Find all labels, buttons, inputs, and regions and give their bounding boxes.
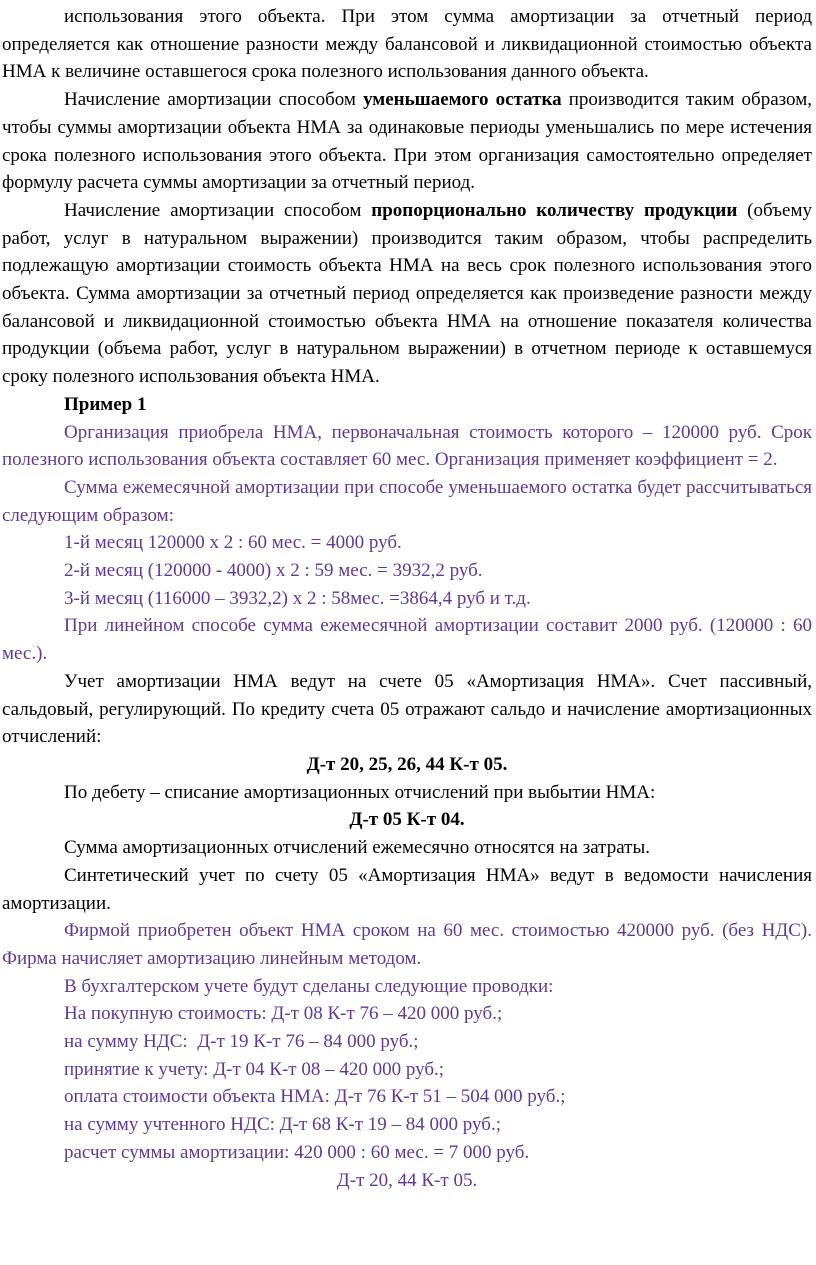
paragraph-firm-example: Фирмой приобретен объект НМА сроком на 60 мес. стоимостью 420000 руб. (без НДС). Фирма начисляет амортизацию линейным методом. xyxy=(2,920,812,969)
linear-method-note: При линейном способе сумма ежемесячной амортизации составит 2000 руб. (120000 : 60 мес.). xyxy=(2,615,812,665)
example-intro: Организация приобрела НМА, первоначальная стоимость которого – 120000 руб. Срок полезного использования объекта составляет 60 мес. Организация применяет коэффициент = 2. xyxy=(2,421,812,471)
paragraph-declining-balance-pre: Начисление амортизации способом xyxy=(64,89,364,111)
postings-intro: В бухгалтерском учете будут сделаны следующие проводки: xyxy=(64,975,554,997)
posting-amortization-calc: расчет суммы амортизации: 420 000 : 60 мес. = 7 000 руб. xyxy=(64,1141,530,1163)
paragraph-account-05: Учет амортизации НМА ведут на счете 05 «Амортизация НМА». Счет пассивный, сальдовый, регулирующий. По кредиту счета 05 отражают сальдо и начисление амортизационных отчислений: xyxy=(2,670,812,748)
paragraph-costs: Сумма амортизационных отчислений ежемесячно относятся на затраты. xyxy=(64,837,650,859)
posting-vat-amount: на сумму НДС: Д-т 19 К-т 76 – 84 000 руб.; xyxy=(64,1031,419,1053)
posting-vat-offset: на сумму учтенного НДС: Д-т 68 К-т 19 – 84 000 руб.; xyxy=(64,1114,501,1136)
posting-purchase-cost: На покупную стоимость: Д-т 08 К-т 76 – 420 000 руб.; xyxy=(64,1003,503,1025)
units-of-production-term: пропорционально количеству продукции xyxy=(371,199,738,221)
calc-month-1: 1-й месяц 120000 х 2 : 60 мес. = 4000 руб. xyxy=(64,532,402,554)
paragraph-declining-balance xyxy=(2,86,812,197)
posting-acceptance: принятие к учету: Д-т 04 К-т 08 – 420 000 руб.; xyxy=(64,1058,445,1080)
paragraph-remaining-term: использования этого объекта. При этом сумма амортизации за отчетный период определяется как отношение разности между балансовой и ликвидационной стоимостью объекта НМА к величине оставшегося срока полезного использования данного объекта. xyxy=(2,6,812,83)
example-heading: Пример 1 xyxy=(64,393,147,415)
calc-month-3: 3-й месяц (116000 – 3932,2) х 2 : 58мес. =3864,4 руб и т.д. xyxy=(64,587,531,609)
declining-balance-term: уменьшаемого остатка xyxy=(363,89,562,111)
calc-month-2: 2-й месяц (120000 - 4000) х 2 : 59 мес. = 3932,2 руб. xyxy=(64,560,483,582)
journal-entry-20-44-05: Д-т 20, 44 К-т 05. xyxy=(336,1169,478,1191)
paragraph-units-of-production-post: (объему работ, услуг в натуральном выражении) производится таким образом, чтобы распределить подлежащую амортизации стоимость объекта НМА на весь срок полезного использования этого объекта. Сумма амортизации за отчетный период определяется как произведение разности между балансовой и ликвидационной стоимостью объекта НМА на отношение показателя количества продукции (объема работ, услуг в натуральном выражении) в отчетном периоде к оставшемуся сроку полезного использования объекта НМА. xyxy=(2,199,812,388)
journal-entry-credit-05: Д-т 20, 25, 26, 44 К-т 05. xyxy=(306,753,508,775)
paragraph-units-of-production-pre: Начисление амортизации способом xyxy=(64,199,372,221)
paragraph-synthetic-accounting: Синтетический учет по счету 05 «Амортизация НМА» ведут в ведомости начисления амортизации. xyxy=(2,864,812,914)
journal-entry-05-04: Д-т 05 К-т 04. xyxy=(349,809,465,831)
paragraph-declining-balance-post: производится таким образом, чтобы суммы амортизации объекта НМА за одинаковые периоды уменьшались по мере истечения срока полезного использования этого объекта. При этом организация самостоятельно определяет формулу расчета суммы амортизации за отчетный период. xyxy=(2,89,812,194)
example-method: Сумма ежемесячной амортизации при способе уменьшаемого остатка будет рассчитываться следующим образом: xyxy=(2,476,812,526)
paragraph-units-of-production xyxy=(2,197,812,391)
posting-payment: оплата стоимости объекта НМА: Д-т 76 К-т 51 – 504 000 руб.; xyxy=(64,1086,566,1108)
paragraph-debit: По дебету – списание амортизационных отчислений при выбытии НМА: xyxy=(64,781,656,803)
